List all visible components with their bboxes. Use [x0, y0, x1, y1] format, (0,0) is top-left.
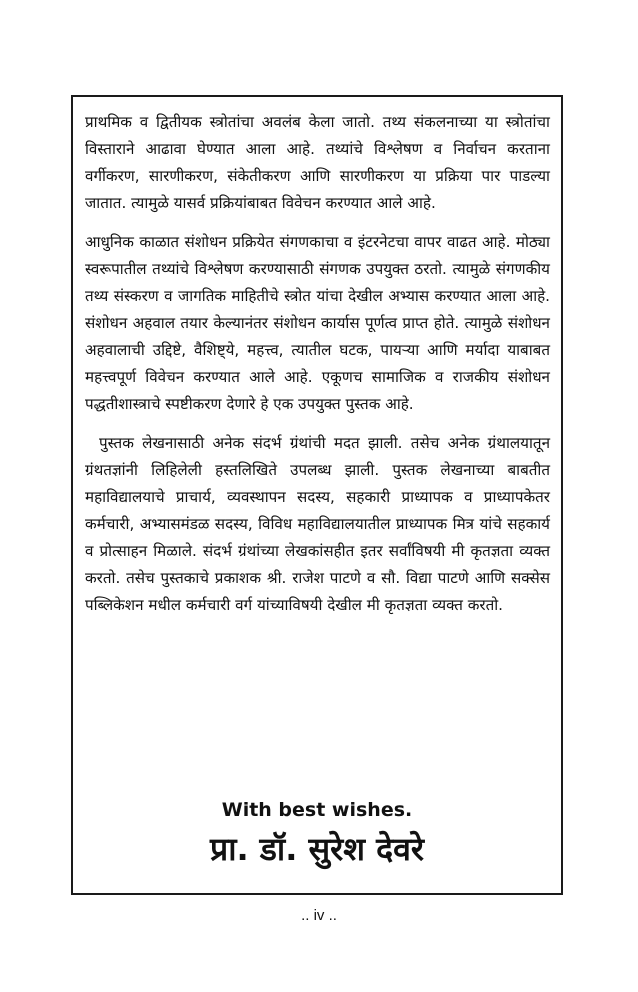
paragraph-acknowledgements: पुस्तक लेखनासाठी अनेक संदर्भ ग्रंथांची मदत झाली. तसेच अनेक ग्रंथालयातून ग्रंथतज्ञांनी लिहिलेली हस्तलिखिते उपलब्ध झाली. पुस्तक लेखनाच्या बाबतीत महाविद्यालयाचे प्राचार्य, व्यवस्थापन सदस्य, सहकारी प्राध्यापक व प्राध्यापकेतर कर्मचारी, अभ्यासमंडळ सदस्य, विविध महाविद्यालयातील प्राध्यापक मित्र यांचे सहकार्य व प्रोत्साहन मिळाले. संदर्भ ग्रंथांच्या लेखकांसहीत इतर सर्वांविषयी मी कृतज्ञता व्यक्त करतो. तसेच पुस्तकाचे प्रकाशक श्री. राजेश पाटणे व सौ. विद्या पाटणे आणि सक्सेस पब्लिकेशन मधील कर्मचारी वर्ग यांच्याविषयी देखील मी कृतज्ञता व्यक्त करतो.	[85, 434, 550, 614]
author-signature: प्रा. डॉ. सुरेश देवरे	[210, 830, 424, 868]
closing-block	[73, 797, 561, 871]
page-number: .. iv ..	[301, 907, 337, 924]
text-frame	[71, 95, 563, 895]
closing-wishes: With best wishes.	[221, 799, 413, 821]
paragraph-sources: प्राथमिक व द्वितीयक स्त्रोतांचा अवलंब केला जातो. तथ्य संकलनाच्या या स्त्रोतांचा विस्ताराने आढावा घेण्यात आला आहे. तथ्यांचे विश्लेषण व निर्वाचन करताना वर्गीकरण, सारणीकरण, संकेतीकरण आणि सारणीकरण या प्रक्रिया पार पाडल्या जातात. त्यामुळे यासर्व प्रक्रियांबाबत विवेचन करण्यात आले आहे.	[85, 113, 550, 212]
paragraph-modern-research: आधुनिक काळात संशोधन प्रक्रियेत संगणकाचा व इंटरनेटचा वापर वाढत आहे. मोठ्या स्वरूपातील तथ्यांचे विश्लेषण करण्यासाठी संगणक उपयुक्त ठरतो. त्यामुळे संगणकीय तथ्य संस्करण व जागतिक माहितीचे स्त्रोत यांचा देखील अभ्यास करण्यात आला आहे. संशोधन अहवाल तयार केल्यानंतर संशोधन कार्यास पूर्णत्व प्राप्त होते. त्यामुळे संशोधन अहवालाची उद्दिष्टे, वैशिष्ट्ये, महत्त्व, त्यातील घटक, पायऱ्या आणि मर्यादा याबाबत महत्त्वपूर्ण विवेचन करण्यात आले आहे. एकूणच सामाजिक व राजकीय संशोधन पद्धतीशास्त्राचे स्पष्टीकरण देणारे हे एक उपयुक्त पुस्तक आहे.	[85, 233, 550, 413]
